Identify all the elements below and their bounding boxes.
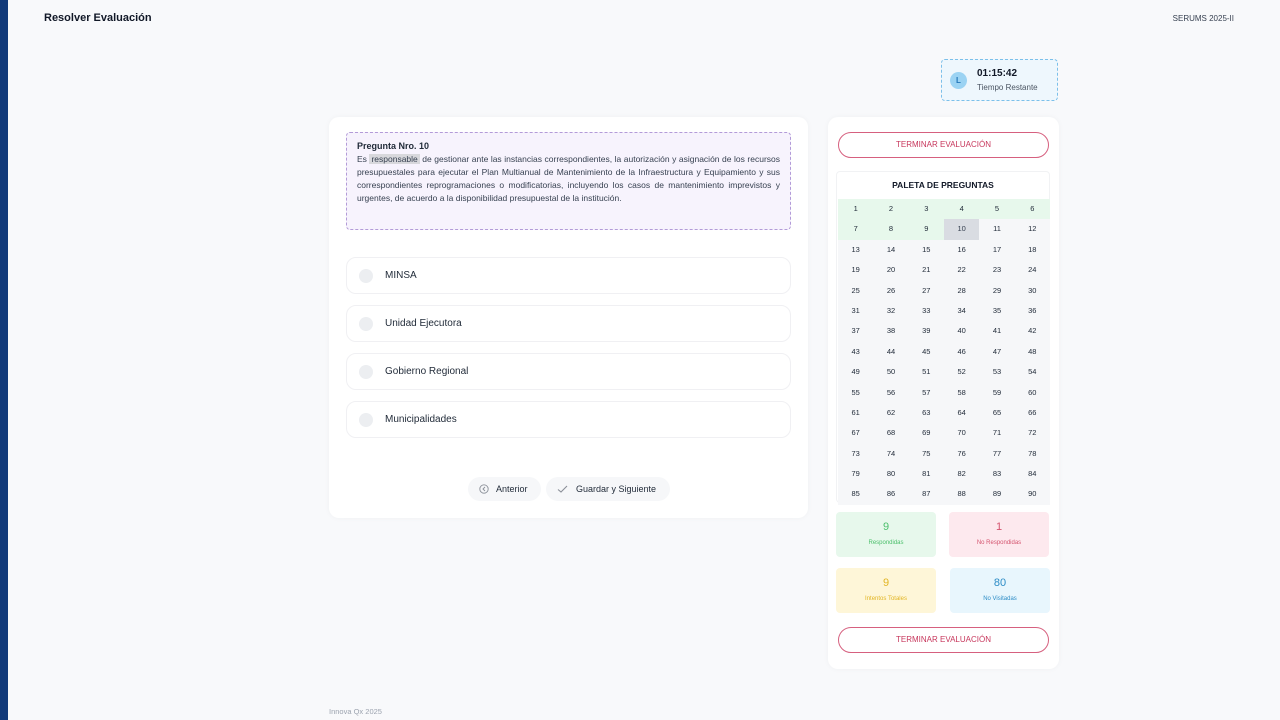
palette-question-71[interactable]: 71 — [979, 423, 1014, 443]
palette-question-7[interactable]: 7 — [838, 219, 873, 239]
palette-question-11[interactable]: 11 — [979, 219, 1014, 239]
palette-question-49[interactable]: 49 — [838, 362, 873, 382]
palette-question-27[interactable]: 27 — [909, 281, 944, 301]
palette-question-24[interactable]: 24 — [1015, 260, 1050, 280]
palette-question-9[interactable]: 9 — [909, 219, 944, 239]
palette-question-26[interactable]: 26 — [873, 281, 908, 301]
stat-answered-value: 9 — [882, 521, 890, 533]
question-text-start: Es — [357, 154, 370, 164]
palette-question-74[interactable]: 74 — [873, 444, 908, 464]
answer-option[interactable] — [346, 353, 791, 390]
palette-question-57[interactable]: 57 — [909, 383, 944, 403]
finish-exam-button-bottom[interactable]: TERMINAR EVALUACIÓN — [838, 627, 1049, 653]
palette-grid — [838, 199, 1050, 505]
clock-icon: L — [950, 72, 967, 89]
highlighted-word: responsable — [371, 154, 418, 164]
stat-unvisited — [950, 568, 1050, 613]
previous-button[interactable] — [468, 477, 541, 501]
palette-question-13[interactable]: 13 — [838, 240, 873, 260]
palette-question-63[interactable]: 63 — [909, 403, 944, 423]
radio-button[interactable] — [359, 413, 373, 427]
palette-question-54[interactable]: 54 — [1015, 362, 1050, 382]
palette-question-3[interactable]: 3 — [909, 199, 944, 219]
palette-question-55[interactable]: 55 — [838, 383, 873, 403]
stat-unvisited-label: No Visitadas — [983, 596, 1017, 602]
stat-answered — [836, 512, 936, 557]
palette-question-81[interactable]: 81 — [909, 464, 944, 484]
question-card — [329, 117, 808, 518]
finish-exam-button[interactable]: TERMINAR EVALUACIÓN — [838, 132, 1049, 158]
palette-question-83[interactable]: 83 — [979, 464, 1014, 484]
palette-question-68[interactable]: 68 — [873, 423, 908, 443]
palette-question-6[interactable]: 6 — [1015, 199, 1050, 219]
palette-question-43[interactable]: 43 — [838, 342, 873, 362]
palette-question-40[interactable]: 40 — [944, 321, 979, 341]
palette-question-8[interactable]: 8 — [873, 219, 908, 239]
palette-question-46[interactable]: 46 — [944, 342, 979, 362]
countdown-timer — [941, 59, 1058, 101]
palette-question-70[interactable]: 70 — [944, 423, 979, 443]
save-and-next-label: Guardar y Siguiente — [576, 484, 657, 494]
answer-option[interactable] — [346, 305, 791, 342]
footer-text: Innova Qx 2025 — [329, 707, 382, 716]
option-label: MINSA — [385, 270, 417, 281]
arrow-left-icon — [479, 484, 489, 496]
palette-question-10[interactable]: 10 — [944, 219, 979, 239]
palette-question-16[interactable]: 16 — [944, 240, 979, 260]
palette-question-1[interactable]: 1 — [838, 199, 873, 219]
palette-question-59[interactable]: 59 — [979, 383, 1014, 403]
palette-question-23[interactable]: 23 — [979, 260, 1014, 280]
palette-question-22[interactable]: 22 — [944, 260, 979, 280]
palette-question-65[interactable]: 65 — [979, 403, 1014, 423]
stat-unvisited-value: 80 — [993, 577, 1007, 589]
palette-question-67[interactable]: 67 — [838, 423, 873, 443]
palette-question-18[interactable]: 18 — [1015, 240, 1050, 260]
stat-attempts-value: 9 — [882, 577, 890, 589]
palette-question-58[interactable]: 58 — [944, 383, 979, 403]
palette-question-35[interactable]: 35 — [979, 301, 1014, 321]
palette-question-4[interactable]: 4 — [944, 199, 979, 219]
radio-button[interactable] — [359, 365, 373, 379]
palette-question-38[interactable]: 38 — [873, 321, 908, 341]
palette-question-84[interactable]: 84 — [1015, 464, 1050, 484]
palette-question-62[interactable]: 62 — [873, 403, 908, 423]
palette-question-15[interactable]: 15 — [909, 240, 944, 260]
palette-question-25[interactable]: 25 — [838, 281, 873, 301]
palette-question-21[interactable]: 21 — [909, 260, 944, 280]
palette-question-75[interactable]: 75 — [909, 444, 944, 464]
palette-question-5[interactable]: 5 — [979, 199, 1014, 219]
exam-code: SERUMS 2025-II — [1172, 14, 1234, 23]
palette-question-52[interactable]: 52 — [944, 362, 979, 382]
palette-question-53[interactable]: 53 — [979, 362, 1014, 382]
palette-question-48[interactable]: 48 — [1015, 342, 1050, 362]
palette-question-79[interactable]: 79 — [838, 464, 873, 484]
option-label: Municipalidades — [385, 414, 457, 425]
palette-question-47[interactable]: 47 — [979, 342, 1014, 362]
palette-question-86[interactable]: 86 — [873, 484, 908, 504]
palette-question-77[interactable]: 77 — [979, 444, 1014, 464]
left-sidebar-strip — [0, 0, 8, 720]
stat-unanswered — [949, 512, 1049, 557]
palette-question-2[interactable]: 2 — [873, 199, 908, 219]
stat-answered-label: Respondidas — [868, 540, 904, 546]
palette-question-32[interactable]: 32 — [873, 301, 908, 321]
question-text-rest: de gestionar ante las instancias correspondientes, la autorización y asignación de los recursos presupuestales para ejecutar el Plan Multianual de Mantenimiento de la Infraestructura y Equipamiento y sus correspondientes reprogramaciones o modificatorias, incluyendo los casos de mantenimiento imprevistos y urgentes, de acuerdo a la disponibilidad presupuestal de la institución. — [357, 154, 781, 203]
palette-question-78[interactable]: 78 — [1015, 444, 1050, 464]
palette-question-76[interactable]: 76 — [944, 444, 979, 464]
palette-question-42[interactable]: 42 — [1015, 321, 1050, 341]
stat-unanswered-value: 1 — [995, 521, 1003, 533]
palette-question-19[interactable]: 19 — [838, 260, 873, 280]
palette-question-14[interactable]: 14 — [873, 240, 908, 260]
palette-question-36[interactable]: 36 — [1015, 301, 1050, 321]
palette-question-61[interactable]: 61 — [838, 403, 873, 423]
palette-question-87[interactable]: 87 — [909, 484, 944, 504]
palette-title: PALETA DE PREGUNTAS — [892, 180, 994, 190]
previous-label: Anterior — [496, 484, 528, 494]
save-and-next-button[interactable] — [546, 477, 670, 501]
option-label: Unidad Ejecutora — [385, 318, 462, 329]
palette-question-90[interactable]: 90 — [1015, 484, 1050, 504]
check-icon — [557, 484, 568, 496]
option-label: Gobierno Regional — [385, 366, 469, 377]
palette-question-28[interactable]: 28 — [944, 281, 979, 301]
question-box — [346, 132, 791, 230]
palette-question-44[interactable]: 44 — [873, 342, 908, 362]
palette-question-29[interactable]: 29 — [979, 281, 1014, 301]
timer-label: Tiempo Restante — [977, 83, 1038, 92]
palette-question-17[interactable]: 17 — [979, 240, 1014, 260]
palette-question-69[interactable]: 69 — [909, 423, 944, 443]
timer-value: 01:15:42 — [977, 68, 1018, 79]
palette-question-39[interactable]: 39 — [909, 321, 944, 341]
question-palette-panel — [828, 117, 1059, 669]
question-palette — [836, 171, 1050, 503]
palette-question-31[interactable]: 31 — [838, 301, 873, 321]
radio-button[interactable] — [359, 269, 373, 283]
palette-question-89[interactable]: 89 — [979, 484, 1014, 504]
palette-question-45[interactable]: 45 — [909, 342, 944, 362]
palette-question-12[interactable]: 12 — [1015, 219, 1050, 239]
palette-question-60[interactable]: 60 — [1015, 383, 1050, 403]
palette-question-20[interactable]: 20 — [873, 260, 908, 280]
stat-attempts — [836, 568, 936, 613]
answer-option[interactable] — [346, 257, 791, 294]
palette-question-30[interactable]: 30 — [1015, 281, 1050, 301]
palette-question-82[interactable]: 82 — [944, 464, 979, 484]
palette-question-88[interactable]: 88 — [944, 484, 979, 504]
stat-attempts-label: Intentos Totales — [865, 596, 907, 602]
palette-question-34[interactable]: 34 — [944, 301, 979, 321]
palette-question-73[interactable]: 73 — [838, 444, 873, 464]
palette-question-50[interactable]: 50 — [873, 362, 908, 382]
palette-question-80[interactable]: 80 — [873, 464, 908, 484]
palette-question-72[interactable]: 72 — [1015, 423, 1050, 443]
palette-question-66[interactable]: 66 — [1015, 403, 1050, 423]
palette-question-37[interactable]: 37 — [838, 321, 873, 341]
stat-unanswered-label: No Respondidas — [976, 540, 1022, 546]
radio-button[interactable] — [359, 317, 373, 331]
question-text — [357, 153, 780, 205]
palette-question-41[interactable]: 41 — [979, 321, 1014, 341]
palette-question-56[interactable]: 56 — [873, 383, 908, 403]
palette-question-33[interactable]: 33 — [909, 301, 944, 321]
question-number: Pregunta Nro. 10 — [357, 141, 430, 151]
top-bar — [8, 0, 1280, 38]
palette-question-64[interactable]: 64 — [944, 403, 979, 423]
palette-question-85[interactable]: 85 — [838, 484, 873, 504]
palette-question-51[interactable]: 51 — [909, 362, 944, 382]
page-title: Resolver Evaluación — [44, 12, 152, 24]
answer-option[interactable] — [346, 401, 791, 438]
